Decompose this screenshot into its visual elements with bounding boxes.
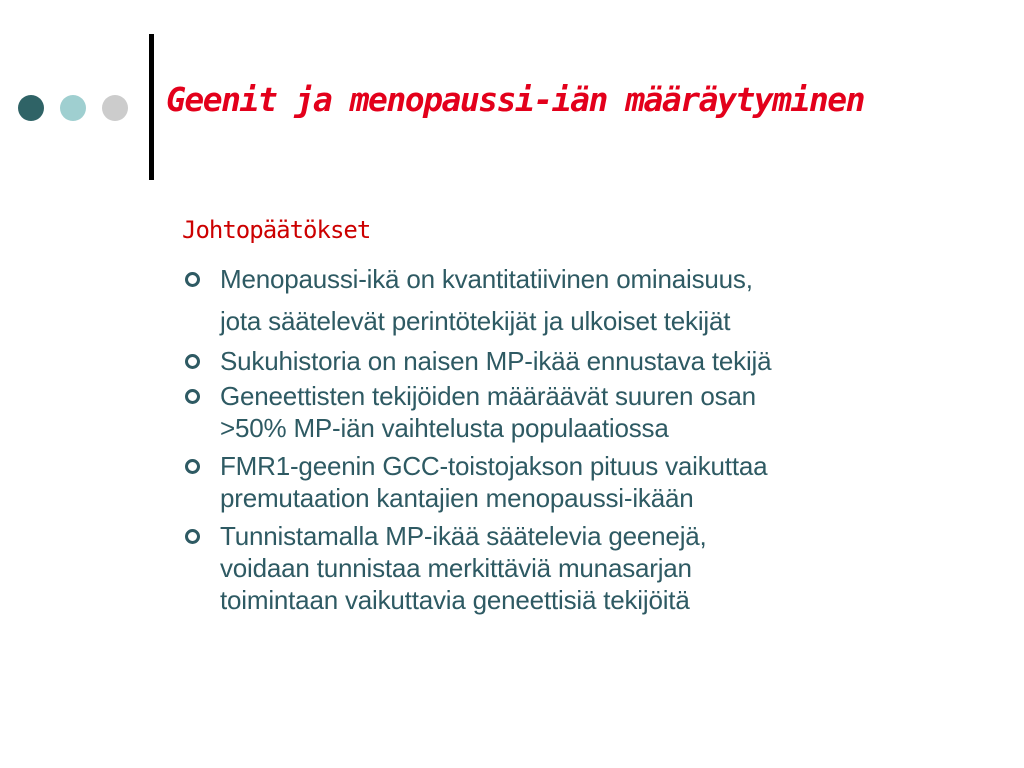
bullet-list: [182, 258, 982, 622]
bullet-text-line: jota säätelevät perintötekijät ja ulkoiset tekijät: [220, 306, 731, 336]
decorative-dot-dark: [18, 95, 44, 121]
slide-title: Geenit ja menopaussi-iän määräytyminen: [166, 80, 864, 119]
ring-bullet-icon: [185, 529, 200, 544]
bullet-text-line: Geneettisten tekijöiden määräävät suuren osan: [220, 381, 756, 411]
bullet-text-line: Menopaussi-ikä on kvantitatiivinen ominaisuus,: [220, 264, 753, 294]
bullet-text-line: Tunnistamalla MP-ikää säätelevia geenejä,: [220, 521, 707, 551]
bullet-item: [182, 258, 982, 342]
bullet-text-line: Sukuhistoria on naisen MP-ikää ennustava tekijä: [220, 346, 772, 376]
bullet-text-line: FMR1-geenin GCC-toistojakson pituus vaikuttaa: [220, 451, 768, 481]
ring-bullet-icon: [185, 459, 200, 474]
decorative-dot-grey: [102, 95, 128, 121]
ring-bullet-icon: [185, 389, 200, 404]
bullet-item: [182, 450, 982, 514]
bullet-text-line: voidaan tunnistaa merkittäviä munasarjan: [220, 553, 692, 583]
bullet-item: [182, 380, 982, 444]
bullet-item: [182, 520, 982, 616]
bullet-text-line: >50% MP-iän vaihtelusta populaatiossa: [220, 413, 669, 443]
ring-bullet-icon: [185, 272, 200, 287]
slide-subheading: Johtopäätökset: [182, 216, 371, 244]
decorative-dot-light: [60, 95, 86, 121]
bullet-text-line: toimintaan vaikuttavia geneettisiä tekijöitä: [220, 585, 690, 615]
ring-bullet-icon: [185, 354, 200, 369]
bullet-text-line: premutaation kantajien menopaussi-ikään: [220, 483, 694, 513]
bullet-item: [182, 340, 982, 382]
title-divider: [149, 34, 154, 180]
